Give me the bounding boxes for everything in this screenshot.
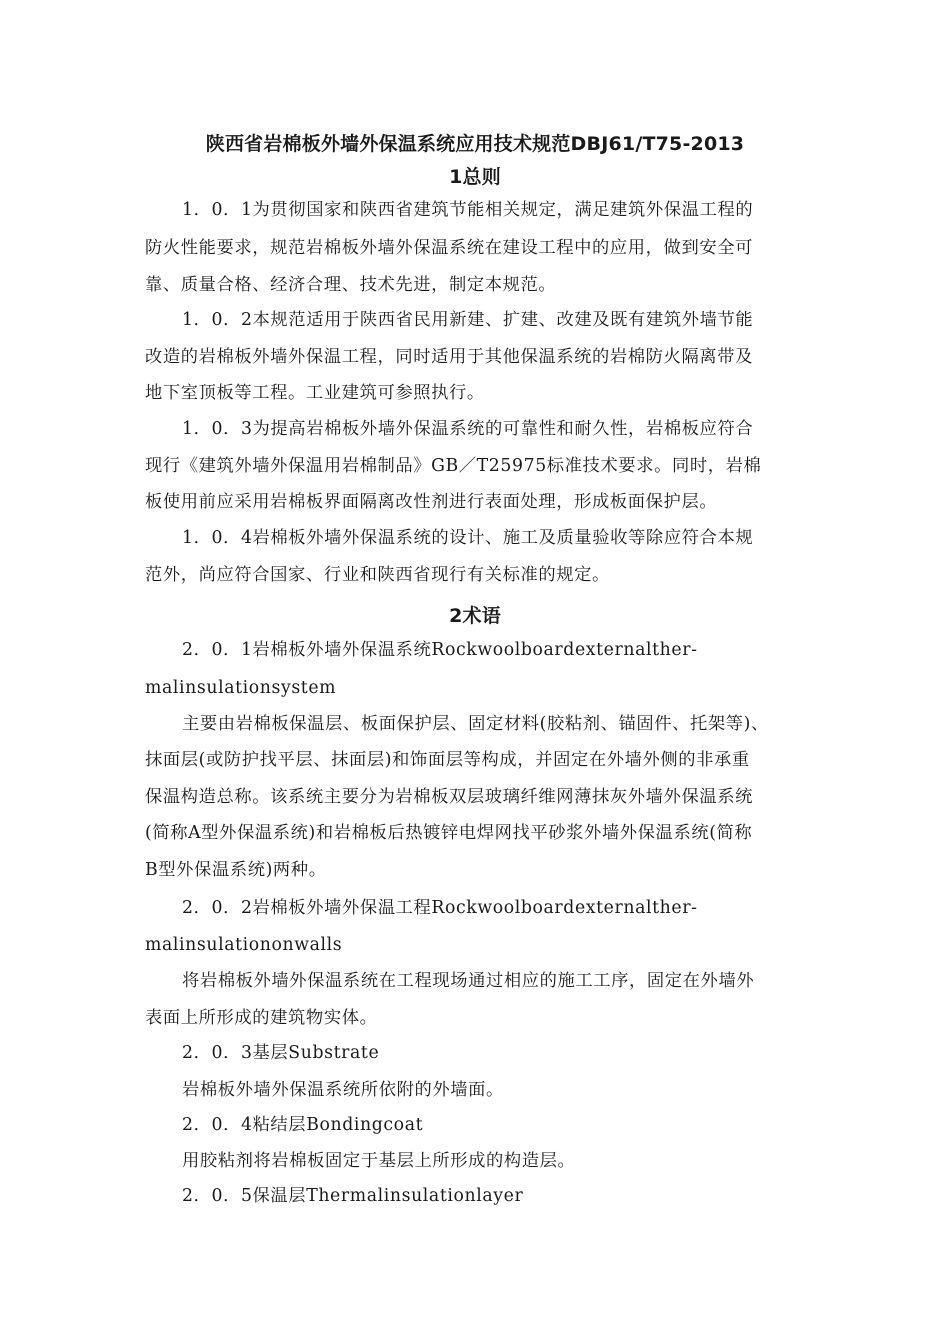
paragraph-line: 板使用前应采用岩棉板界面隔离改性剂进行表面处理，形成板面保护层。 <box>145 492 718 512</box>
paragraph-line: B型外保温系统)两种。 <box>145 860 327 880</box>
paragraph-line: 表面上所形成的建筑物实体。 <box>145 1008 378 1028</box>
paragraph-line: 主要由岩棉板保温层、板面保护层、固定材料(胶粘剂、锚固件、托架等)、 <box>182 714 769 734</box>
paragraph-line: 岩棉板外墙外保温系统所依附的外墙面。 <box>182 1080 504 1100</box>
paragraph-line: 1．0．1为贯彻国家和陕西省建筑节能相关规定，满足建筑外保温工程的 <box>182 200 754 220</box>
paragraph-line: 1．0．2本规范适用于陕西省民用新建、扩建、改建及既有建筑外墙节能 <box>182 310 754 330</box>
paragraph-line: 现行《建筑外墙外保温用岩棉制品》GB／T25975标准技术要求。同时，岩棉 <box>145 456 762 476</box>
paragraph-line: 2．0．5保温层Thermalinsulationlayer <box>182 1186 524 1206</box>
paragraph-line: 用胶粘剂将岩棉板固定于基层上所形成的构造层。 <box>182 1151 576 1171</box>
paragraph-line: 1．0．3为提高岩棉板外墙外保温系统的可靠性和耐久性，岩棉板应符合 <box>182 419 754 439</box>
chapter-2-heading: 2术语 <box>449 605 501 627</box>
paragraph-line: 抹面层(或防护找平层、抹面层)和饰面层等构成，并固定在外墙外侧的非承重 <box>145 750 750 770</box>
paragraph-line: malinsulationsystem <box>145 678 337 698</box>
paragraph-line: 2．0．3基层Substrate <box>182 1043 380 1063</box>
paragraph-line: 2．0．1岩棉板外墙外保温系统Rockwoolboardexternalther- <box>182 640 698 660</box>
paragraph-line: 地下室顶板等工程。工业建筑可参照执行。 <box>145 383 485 403</box>
document-title: 陕西省岩棉板外墙外保温系统应用技术规范DBJ61/T75-2013 <box>205 133 745 155</box>
paragraph-line: 2．0．2岩棉板外墙外保温工程Rockwoolboardexternalther- <box>182 898 698 918</box>
paragraph-line: 将岩棉板外墙外保温系统在工程现场通过相应的施工工序，固定在外墙外 <box>182 971 755 991</box>
chapter-1-heading: 1总则 <box>449 166 501 188</box>
paragraph-line: 2．0．4粘结层Bondingcoat <box>182 1115 424 1135</box>
paragraph-line: 靠、质量合格、经济合理、技术先进，制定本规范。 <box>145 275 557 295</box>
paragraph-line: (简称A型外保温系统)和岩棉板后热镀锌电焊网找平砂浆外墙外保温系统(简称 <box>145 823 753 843</box>
paragraph-line: 保温构造总称。该系统主要分为岩棉板双层玻璃纤维网薄抹灰外墙外保温系统 <box>145 787 753 807</box>
paragraph-line: 防火性能要求，规范岩棉板外墙外保温系统在建设工程中的应用，做到安全可 <box>145 238 753 258</box>
paragraph-line: 改造的岩棉板外墙外保温工程，同时适用于其他保温系统的岩棉防火隔离带及 <box>145 347 753 367</box>
paragraph-line: malinsulationonwalls <box>145 935 343 955</box>
paragraph-line: 范外，尚应符合国家、行业和陕西省现行有关标准的规定。 <box>145 565 610 585</box>
paragraph-line: 1．0．4岩棉板外墙外保温系统的设计、施工及质量验收等除应符合本规 <box>182 528 754 548</box>
